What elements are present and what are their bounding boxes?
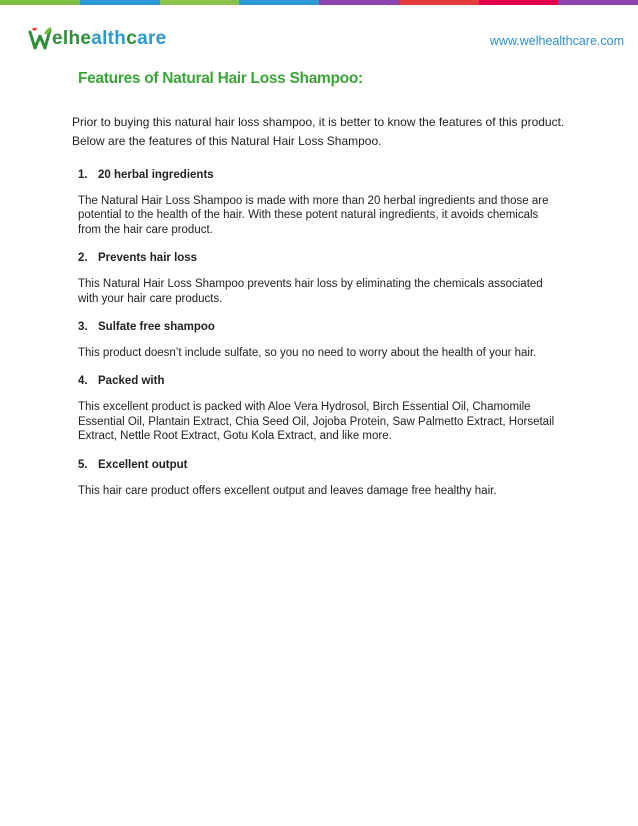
feature-number: 5. <box>78 458 88 471</box>
leaf-w-icon <box>28 26 52 52</box>
feature-number: 2. <box>78 252 88 265</box>
feature-body: This excellent product is packed with Aloe Vera Hydrosol, Birch Essential Oil, Chamomile Essential Oil, Plantain Extract, Chia Seed Oil, Jojoba Protein, Saw Palmetto Extract, Horsetail Extract, Nettle Root Extract, Gotu Kola Extract, and like more. <box>78 401 555 443</box>
intro-line: Below are the features of this Natural Hair Loss Shampoo. <box>72 134 382 148</box>
page-title: Features of Natural Hair Loss Shampoo: <box>78 70 363 87</box>
feature-title: Sulfate free shampoo <box>98 321 215 334</box>
feature-number: 1. <box>78 169 88 181</box>
bar-segment <box>0 0 80 5</box>
feature-body: This Natural Hair Loss Shampoo prevents hair loss by eliminating the chemicals associated with your hair care products. <box>78 278 543 305</box>
feature-heading <box>78 251 558 265</box>
feature-item <box>78 251 558 306</box>
feature-title: Packed with <box>98 375 165 388</box>
brand-name <box>52 28 167 50</box>
feature-heading <box>78 374 558 388</box>
brand-name-part: are <box>137 28 167 49</box>
feature-heading <box>78 168 558 182</box>
feature-heading <box>78 320 558 334</box>
bar-segment <box>319 0 399 5</box>
bar-segment <box>239 0 319 5</box>
brand-name-part: c <box>126 28 138 49</box>
bar-segment <box>160 0 240 5</box>
feature-title: Excellent output <box>98 458 188 471</box>
brand-name-part: alth <box>91 28 127 49</box>
bar-segment <box>479 0 559 5</box>
feature-title: 20 herbal ingredients <box>98 169 214 181</box>
bar-segment <box>80 0 160 5</box>
top-color-bar <box>0 0 638 5</box>
feature-body: The Natural Hair Loss Shampoo is made with more than 20 herbal ingredients and those are potential to the health of the hair. With these potent natural ingredients, it avoids chemicals from the hair care product. <box>78 195 549 236</box>
feature-number: 3. <box>78 321 88 334</box>
bar-segment <box>558 0 638 5</box>
brand-logo[interactable] <box>28 26 167 52</box>
feature-body: This product doesn’t include sulfate, so you no need to worry about the health of your hair. <box>78 347 537 360</box>
feature-heading <box>78 458 558 472</box>
intro-paragraph <box>72 113 592 151</box>
feature-item <box>78 168 558 237</box>
feature-item <box>78 458 558 498</box>
feature-body: This hair care product offers excellent output and leaves damage free healthy hair. <box>78 484 497 497</box>
intro-line: Prior to buying this natural hair loss shampoo, it is better to know the features of this product. <box>72 115 565 129</box>
feature-item <box>78 320 558 360</box>
site-url-link[interactable]: www.welhealthcare.com <box>489 34 624 48</box>
feature-item <box>78 374 558 443</box>
feature-title: Prevents hair loss <box>98 252 198 265</box>
brand-name-part: elhe <box>52 28 92 49</box>
bar-segment <box>399 0 479 5</box>
feature-number: 4. <box>78 375 88 388</box>
feature-list <box>78 168 558 512</box>
